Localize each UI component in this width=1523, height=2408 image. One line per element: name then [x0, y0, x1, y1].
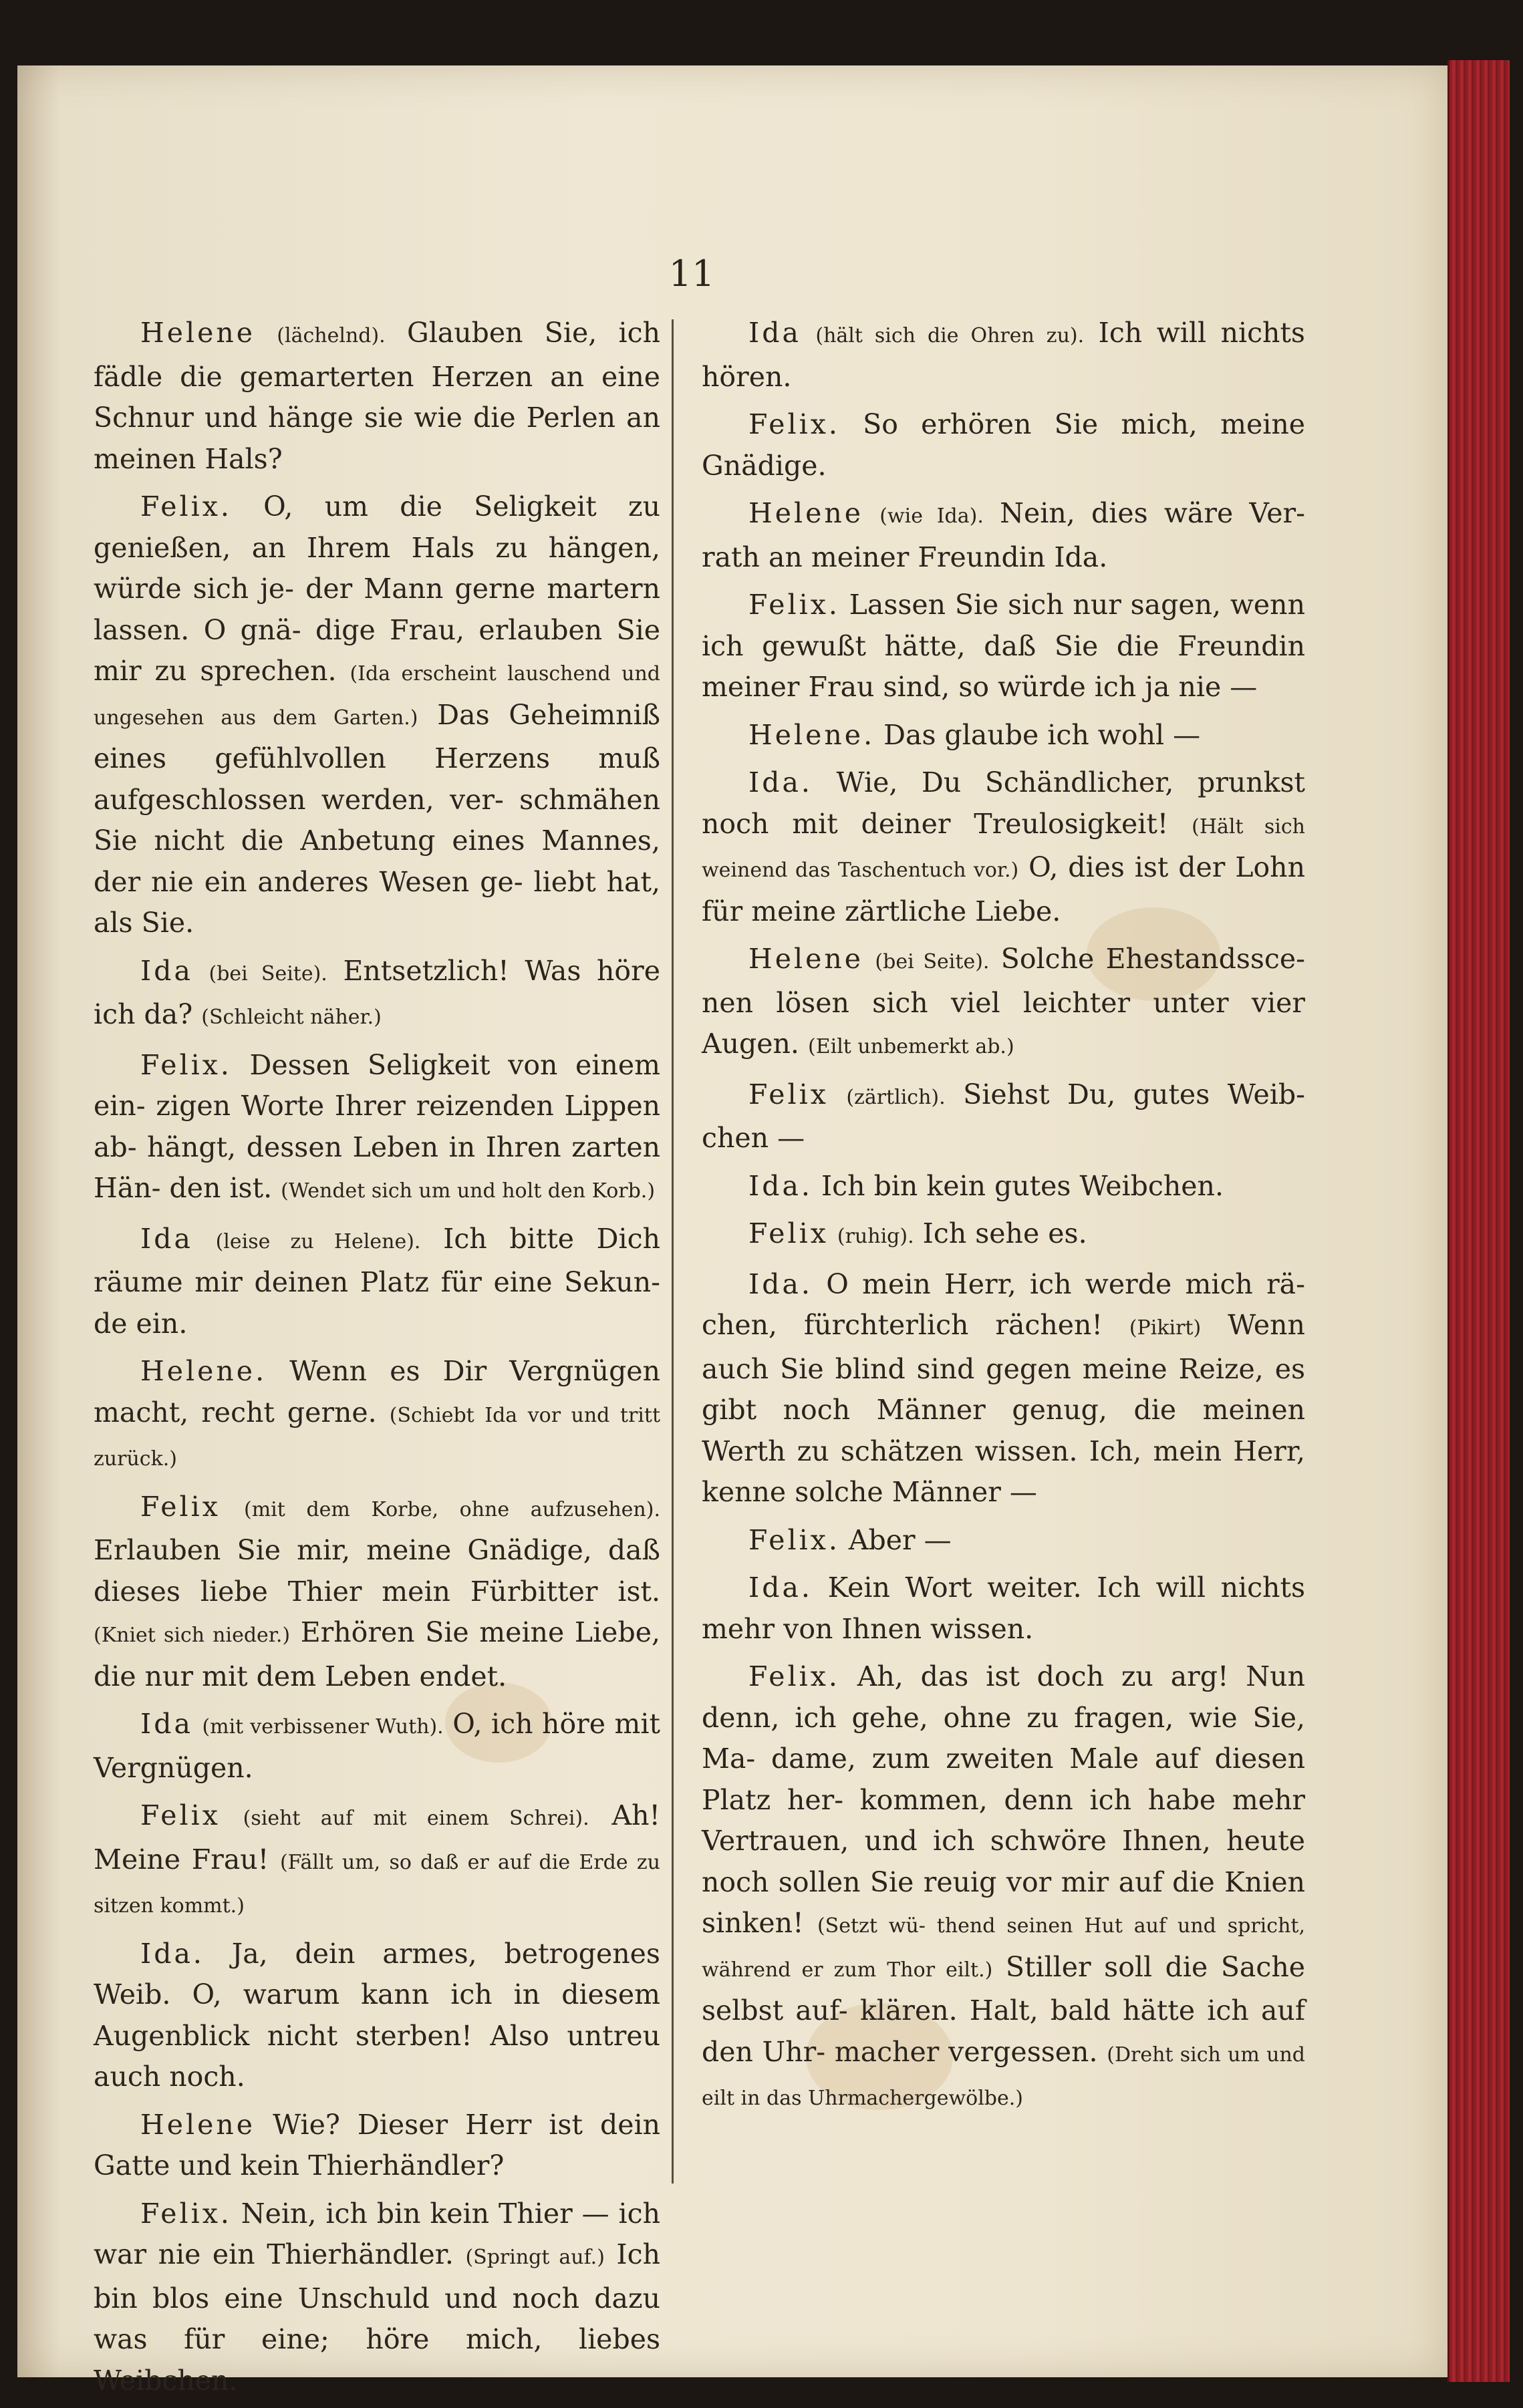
dialogue-text: Lassen Sie sich nur sagen, wenn ich gewußt hätte, daß Sie die Freundin meiner Frau sind, so würde ich ja nie —	[702, 589, 1305, 703]
dialogue-text: Ich bitte Dich räume mir deinen Platz für eine Sekun- de ein.	[94, 1222, 660, 1340]
dialogue-paragraph	[94, 1487, 660, 1698]
dialogue-paragraph	[702, 939, 1305, 1068]
dialogue-text: Ich bin blos eine Unschuld und noch dazu was für eine; höre mich, liebes Weibchen.	[94, 2238, 660, 2397]
dialogue-paragraph	[94, 1934, 660, 2098]
stage-direction: (Ida erscheint lauschend und ungesehen aus dem Garten.)	[94, 662, 660, 730]
dialogue-text: Glauben Sie, ich fädle die gemarterten Herzen an eine Schnur und hänge sie wie die Perlen an meinen Hals?	[94, 317, 660, 475]
stage-direction: (sieht auf mit einem Schrei).	[243, 1807, 589, 1830]
stage-direction: (Setzt wü- thend seinen Hut auf und spricht, während er zum Thor eilt.)	[702, 1914, 1305, 1982]
speaker-name: Ida	[748, 317, 801, 349]
right-column	[702, 313, 1305, 2126]
speaker-name: Ida.	[748, 1267, 813, 1300]
dialogue-paragraph	[702, 1166, 1305, 1207]
stage-direction: (Fällt um, so daß er auf die Erde zu sitzen kommt.)	[94, 1850, 660, 1918]
dialogue-paragraph	[702, 1656, 1305, 2119]
dialogue-text: Kein Wort weiter. Ich will nichts mehr von Ihnen wissen.	[702, 1571, 1305, 1645]
dialogue-text: Ah, das ist doch zu arg! Nun denn, ich gehe, ohne zu fragen, wie Sie, Ma- dame, zum zweiten Male auf diesen Platz her- kommen, denn ich habe mehr Vertrauen, und ich schwöre Ihnen, heute noch sollen Sie reuig vor mir auf die Knien sinken!	[702, 1660, 1305, 1939]
dialogue-text: Ja, dein armes, betrogenes Weib. O, warum kann ich in diesem Augenblick nicht sterben! Also untreu auch noch.	[94, 1937, 660, 2093]
speaker-name: Ida	[140, 954, 193, 987]
dialogue-text: Erlauben Sie mir, meine Gnädige, daß dieses liebe Thier mein Fürbitter ist.	[94, 1534, 660, 1608]
stage-direction: (Schiebt Ida vor und tritt zurück.)	[94, 1403, 660, 1471]
dialogue-paragraph	[702, 493, 1305, 578]
stage-direction: (wie Ida).	[879, 504, 984, 528]
dialogue-paragraph	[94, 1795, 660, 1927]
dialogue-text: O, um die Seligkeit zu genießen, an Ihrem Hals zu hängen, würde sich je- der Mann gerne martern lassen. O gnä- dige Frau, erlauben Sie mir zu sprechen.	[94, 490, 660, 687]
stage-direction: (Schleicht näher.)	[201, 1006, 382, 1029]
stage-direction: (zärtlich).	[846, 1085, 946, 1109]
page-number: 11	[668, 253, 715, 295]
dialogue-paragraph	[94, 1219, 660, 1345]
dialogue-text: Das glaube ich wohl —	[883, 718, 1201, 751]
dialogue-text: Ich bin kein gutes Weibchen.	[821, 1169, 1224, 1202]
dialogue-paragraph	[702, 715, 1305, 756]
dialogue-text: Erhören Sie meine Liebe, die nur mit dem Leben endet.	[94, 1616, 660, 1692]
dialogue-paragraph	[702, 585, 1305, 708]
dialogue-text: Stiller soll die Sache selbst auf- klären. Halt, bald hätte ich auf den Uhr- macher vergessen.	[702, 1950, 1305, 2068]
dialogue-text: O, ich höre mit Vergnügen.	[94, 1708, 660, 1784]
speaker-name: Felix.	[140, 1048, 232, 1081]
speaker-name: Felix.	[748, 589, 840, 621]
dialogue-text: Siehst Du, gutes Weib- chen —	[702, 1078, 1305, 1154]
speaker-name: Helene	[748, 497, 864, 529]
dialogue-paragraph	[94, 1351, 660, 1480]
stage-direction: (Wendet sich um und holt den Korb.)	[281, 1179, 656, 1203]
speaker-name: Helene	[748, 943, 864, 975]
dialogue-text: Wenn es Dir Vergnügen macht, recht gerne.	[94, 1355, 660, 1428]
left-column	[94, 313, 660, 2408]
dialogue-paragraph	[94, 2194, 660, 2402]
stage-direction: (Hält sich weinend das Taschentuch vor.)	[702, 814, 1305, 882]
dialogue-paragraph	[702, 1213, 1305, 1257]
speaker-name: Felix	[748, 1078, 829, 1110]
dialogue-text: Wie, Du Schändlicher, prunkst noch mit deiner Treulosigkeit!	[702, 766, 1305, 840]
speaker-name: Helene	[140, 2108, 256, 2141]
stage-direction: (lächelnd).	[277, 324, 386, 347]
speaker-name: Felix.	[140, 490, 232, 522]
dialogue-paragraph	[94, 1704, 660, 1789]
dialogue-paragraph	[94, 486, 660, 944]
dialogue-text: O, dies ist der Lohn für meine zärtliche Liebe.	[702, 851, 1305, 927]
dialogue-text: Das Geheimniß eines gefühlvollen Herzens muß aufgeschlossen werden, ver- schmähen Sie nicht die Anbetung eines Mannes, der nie ein anderes Wesen ge- liebt hat, als Sie.	[94, 698, 660, 939]
stage-direction: (mit verbissener Wuth).	[202, 1715, 444, 1739]
dialogue-paragraph	[702, 313, 1305, 398]
stage-direction: (Eilt unbemerkt ab.)	[808, 1035, 1014, 1058]
stage-direction: (Dreht sich um und eilt in das Uhrmachergewölbe.)	[702, 2043, 1305, 2110]
dialogue-paragraph	[702, 1074, 1305, 1159]
dialogue-text: Aber —	[848, 1523, 952, 1556]
dialogue-text: O mein Herr, ich werde mich rä- chen, fürchterlich rächen!	[702, 1267, 1305, 1341]
dialogue-text: Solche Ehestandsscе- nen lösen sich viel leichter unter vier Augen.	[702, 943, 1305, 1060]
speaker-name: Felix	[140, 1799, 221, 1831]
speaker-name: Ida	[140, 1708, 193, 1740]
column-divider	[672, 319, 674, 2184]
stage-direction: (ruhig).	[837, 1225, 914, 1248]
dialogue-text: So erhören Sie mich, meine Gnädige.	[702, 408, 1305, 482]
dialogue-paragraph	[702, 762, 1305, 932]
speaker-name: Ida.	[748, 1169, 813, 1202]
stage-direction: (Pikirt)	[1129, 1316, 1202, 1340]
dialogue-paragraph	[94, 2105, 660, 2187]
dialogue-paragraph	[702, 404, 1305, 486]
dialogue-text: Ich sehe es.	[922, 1217, 1087, 1249]
dialogue-text: Wie? Dieser Herr ist dein Gatte und kein Thierhändler?	[94, 2108, 660, 2181]
dialogue-paragraph	[702, 1264, 1305, 1513]
speaker-name: Ida.	[140, 1937, 204, 1970]
dialogue-paragraph	[702, 1520, 1305, 1561]
speaker-name: Felix	[748, 1217, 829, 1249]
dialogue-text: Nein, ich bin kein Thier — ich war nie ein Thierhändler.	[94, 2197, 660, 2270]
stage-direction: (bei Seite).	[209, 961, 327, 986]
speaker-name: Helene.	[748, 718, 875, 751]
dialogue-paragraph	[94, 951, 660, 1038]
dialogue-paragraph	[94, 313, 660, 480]
dialogue-text: Entsetzlich! Was höre ich da?	[94, 954, 660, 1030]
speaker-name: Felix.	[748, 1660, 840, 1692]
dialogue-text: Dessen Seligkeit von einem ein- zigen Worte Ihrer reizenden Lippen ab- hängt, dessen Leben in Ihren zarten Hän- den ist.	[94, 1048, 660, 1204]
dialogue-paragraph	[702, 1567, 1305, 1650]
dialogue-text: Nein, dies wäre Ver- rath an meiner Freundin Ida.	[702, 497, 1305, 573]
stage-direction: (bei Seite).	[875, 950, 990, 973]
speaker-name: Felix	[140, 1490, 221, 1523]
speaker-name: Felix.	[748, 1523, 840, 1556]
speaker-name: Felix.	[748, 408, 840, 440]
stage-direction: (Kniet sich nieder.)	[94, 1624, 291, 1647]
dialogue-text: Wenn auch Sie blind sind gegen meine Reize, es gibt noch Männer genug, die meinen Werth zu schätzen wissen. Ich, mein Herr, kenne solche Männer —	[702, 1309, 1305, 1508]
speaker-name: Ida.	[748, 1571, 813, 1604]
dialogue-text: Ah! Meine Frau!	[94, 1799, 660, 1875]
speaker-name: Helene.	[140, 1355, 267, 1387]
speaker-name: Ida	[140, 1222, 193, 1255]
speaker-name: Ida.	[748, 766, 813, 798]
stage-direction: (hält sich die Ohren zu).	[815, 324, 1085, 347]
stage-direction: (leise zu Helene).	[215, 1229, 421, 1253]
stage-direction: (Springt auf.)	[465, 2246, 605, 2269]
stage-direction: (mit dem Korbe, ohne aufzusehen).	[243, 1497, 660, 1521]
speaker-name: Helene	[140, 317, 256, 349]
dialogue-text: Ich will nichts hören.	[702, 317, 1305, 393]
speaker-name: Felix.	[140, 2197, 232, 2230]
red-page-edge	[1447, 60, 1510, 2382]
dialogue-paragraph	[94, 1045, 660, 1212]
